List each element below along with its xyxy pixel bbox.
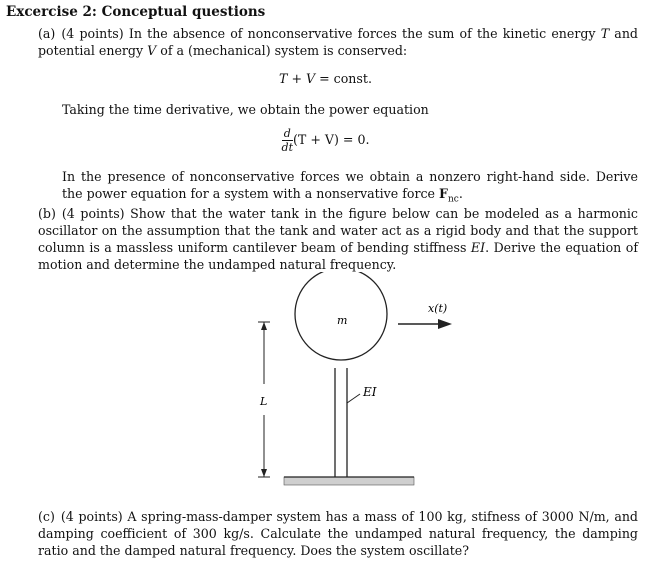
part-b-label: (b) — [38, 206, 56, 221]
water-tank-figure — [240, 272, 470, 494]
part-a-label: (a) — [38, 26, 56, 41]
power-equation: $\frac{d}{dt}$ (T + V) = 0. — [281, 127, 370, 154]
part-c-label: (c) — [38, 509, 55, 524]
stiffness-leader-line — [347, 394, 360, 403]
part-c-text: (c) (4 points) A spring-mass-damper system has a mass of 100 kg, stifness of 3000 N/m, and damping coefficient of 300 kg/s. Calculate the undamped natural frequency, the damping ratio and the damped natural frequency. Does the system oscillate? — [38, 509, 638, 558]
length-label: L — [260, 395, 268, 408]
part-a-intro: (a) (4 points) In the absence of nonconservative forces the sum of the kinetic energy T and potential energy V of a (mechanical) system is conserved: — [38, 26, 638, 58]
part-b-text: (b) (4 points) Show that the water tank in the figure below can be modeled as a harmonic oscillator on the assumption that the tank and water act as a rigid body and that the support column is a massless uniform cantilever beam of bending stiffness EI. Derive the equation of motion and determine the undamped natural frequency. — [38, 206, 638, 272]
ground-base — [284, 477, 414, 485]
part-a-task-text: In the presence of nonconservative forces we obtain a nonzero right-hand side. Derive the power equation for a system with a nonservative force $F_{nc}$. — [62, 169, 638, 205]
exercise-title: Excercise 2: Conceptual questions — [6, 4, 266, 20]
energy-conservation-equation: T + V = const. — [279, 71, 372, 86]
displacement-label: x(t) — [428, 302, 448, 315]
arrow-right-icon — [438, 319, 452, 329]
part-a-derivative-text: Taking the time derivative, we obtain the power equation — [62, 102, 429, 117]
mass-label: m — [337, 314, 348, 327]
stiffness-label: EI — [363, 385, 377, 399]
arrow-down-icon — [261, 469, 267, 477]
arrow-up-icon — [261, 322, 267, 330]
